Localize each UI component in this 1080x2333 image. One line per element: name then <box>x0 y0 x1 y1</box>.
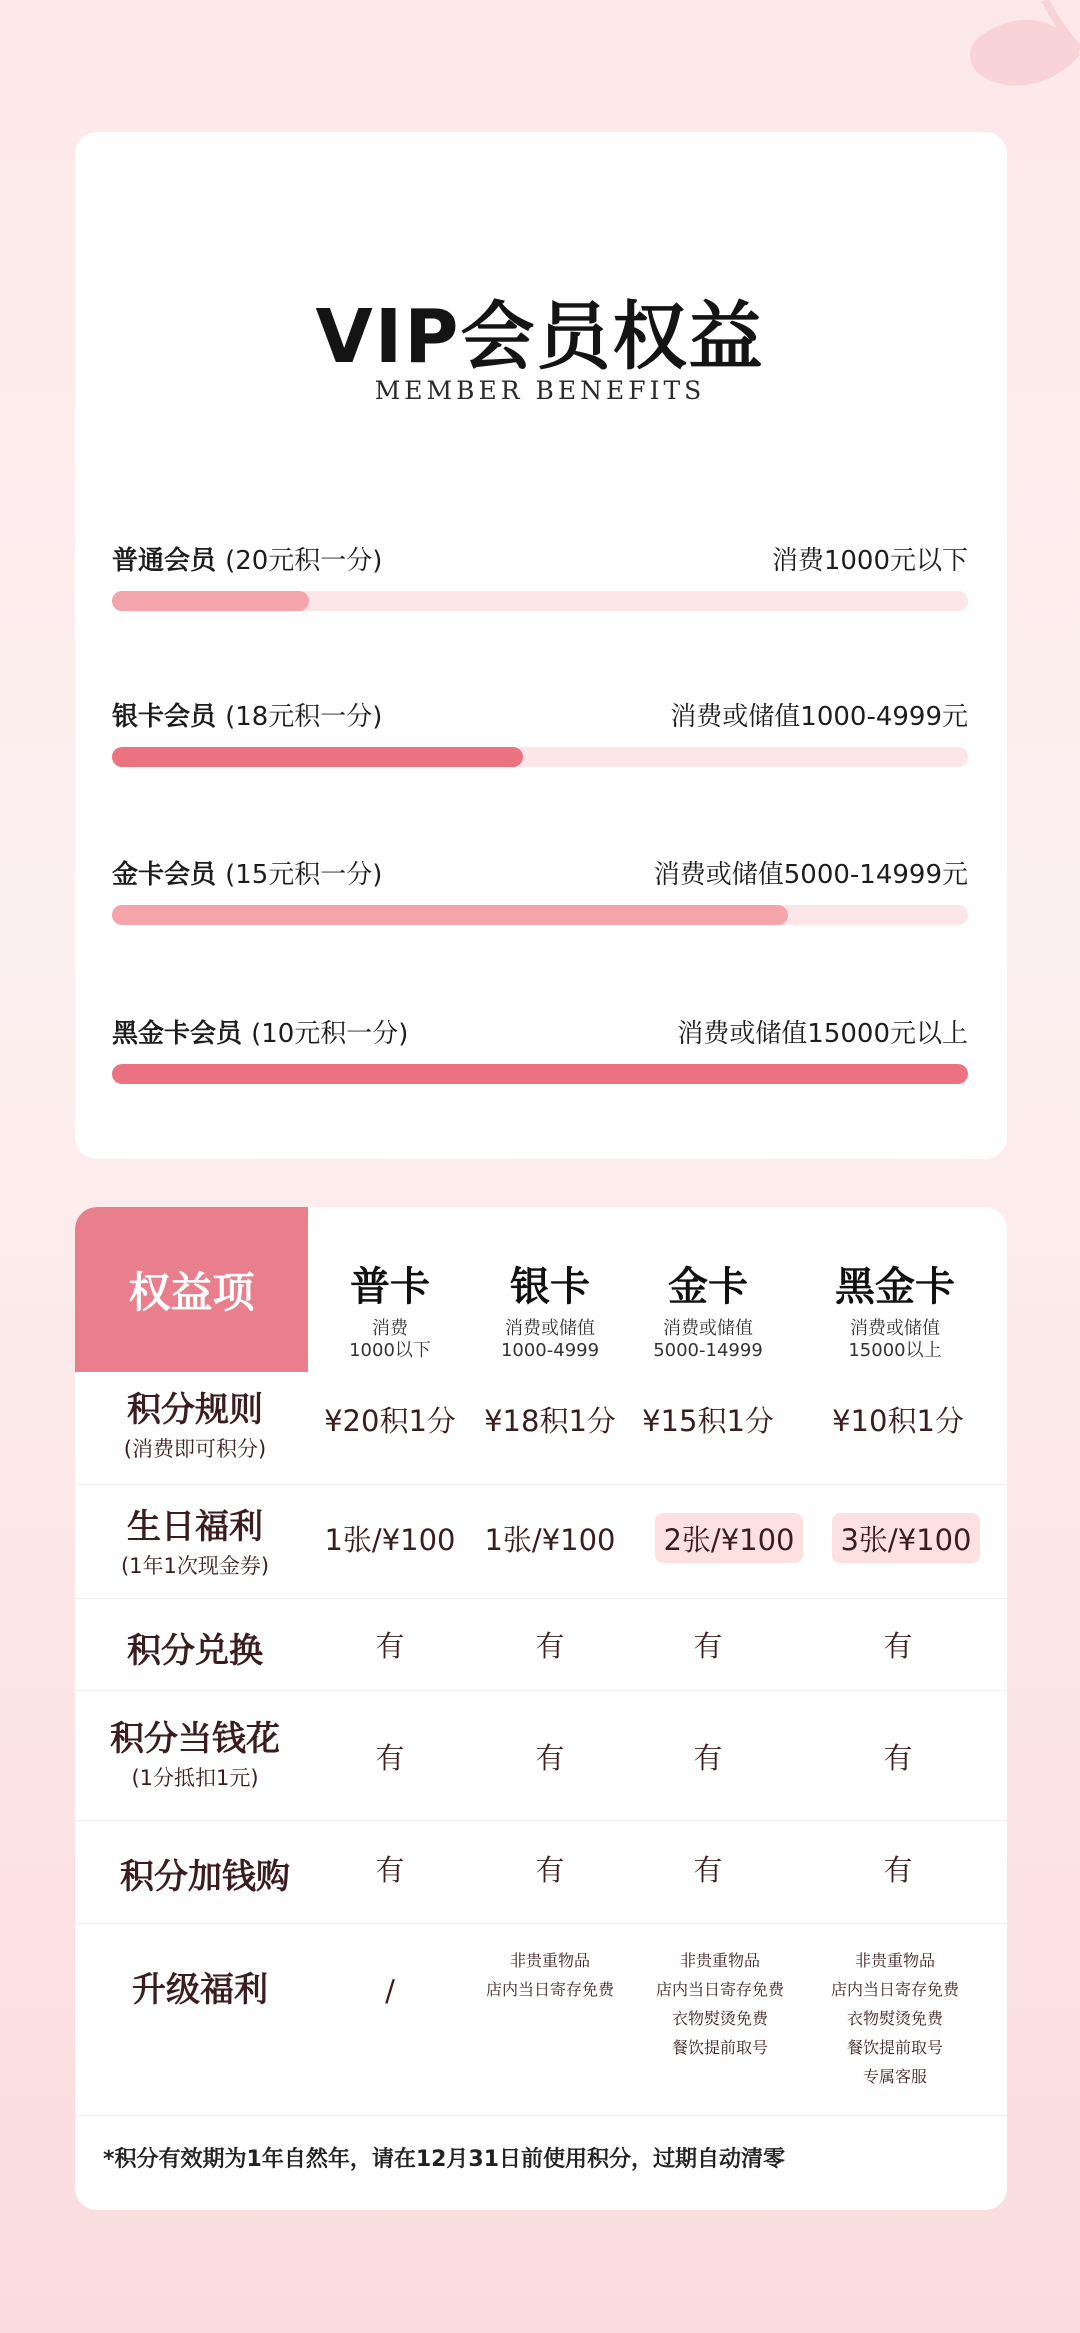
table-cell: 有 <box>375 1852 405 1887</box>
table-row-points-rule: 积分规则 (消费即可积分) ¥20积1分 ¥18积1分 ¥15积1分 ¥10积1分 <box>75 1372 1007 1485</box>
table-cell: ¥15积1分 <box>642 1403 774 1438</box>
table-cell-upgrade-black-gold: 非贵重物品 店内当日寄存免费 衣物熨烫免费 餐饮提前取号 专属客服 <box>830 1951 959 2086</box>
table-cell-upgrade-gold: 非贵重物品 店内当日寄存免费 衣物熨烫免费 餐饮提前取号 <box>655 1951 784 2057</box>
table-row-birthday: 生日福利 (1年1次现金券) 1张/¥100 1张/¥100 2张/¥100 3张/¥100 <box>75 1485 1007 1599</box>
table-cell: 有 <box>535 1628 565 1663</box>
table-cell-upgrade-silver: 非贵重物品 店内当日寄存免费 <box>485 1951 614 1999</box>
footnote: *积分有效期为1年自然年，请在12月31日前使用积分，过期自动清零 <box>103 2147 786 2172</box>
column-header-silver: 银卡 消费或储值 1000-4999 <box>500 1264 600 1361</box>
tier-name: 银卡会员 (18元积一分) <box>112 702 383 732</box>
table-row-points-as-cash: 积分当钱花 (1分抵扣1元) 有 有 有 有 <box>75 1691 1007 1821</box>
table-cell: 有 <box>883 1740 913 1775</box>
table-cell: 1张/¥100 <box>484 1522 616 1557</box>
table-corner-header: 权益项 <box>75 1207 308 1372</box>
tier-normal <box>112 540 968 611</box>
table-cell: ¥10积1分 <box>832 1403 964 1438</box>
table-row-points-exchange: 积分兑换 有 有 有 有 <box>75 1599 1007 1691</box>
table-cell: 有 <box>883 1628 913 1663</box>
tier-progress-bar <box>112 905 968 925</box>
table-cell: 有 <box>693 1740 723 1775</box>
column-header-normal: 普卡 消费 1000以下 <box>349 1264 431 1361</box>
table-cell: 有 <box>693 1628 723 1663</box>
page-subtitle: MEMBER BENEFITS <box>374 376 706 405</box>
tier-name: 金卡会员 (15元积一分) <box>112 860 383 890</box>
table-cell: 有 <box>883 1852 913 1887</box>
table-cell: 1张/¥100 <box>324 1522 456 1557</box>
table-cell: 有 <box>375 1628 405 1663</box>
tier-name: 黑金卡会员 (10元积一分) <box>112 1019 409 1049</box>
tier-name: 普通会员 (20元积一分) <box>112 546 383 576</box>
tier-black-gold <box>112 1013 968 1084</box>
table-cell: ¥20积1分 <box>324 1403 456 1438</box>
benefits-table <box>75 1207 1007 2210</box>
table-row-points-plus-cash: 积分加钱购 有 有 有 有 <box>75 1821 1007 1924</box>
table-row-upgrade: 升级福利 / 非贵重物品 店内当日寄存免费 非贵重物品 店内当日寄存免费 衣物熨烫免费 餐饮提前取号 非贵重物品 店内当日寄存免费 衣物熨烫免费 餐饮提前取号 专属客服 <box>75 1924 1007 2116</box>
tier-progress-bar <box>112 1064 968 1084</box>
table-cell: 有 <box>693 1852 723 1887</box>
table-cell: / <box>385 1974 395 2008</box>
column-header-black-gold: 黑金卡 消费或储值 15000以上 <box>835 1264 955 1361</box>
table-cell-highlight: 3张/¥100 <box>832 1513 980 1563</box>
tier-range: 消费或储值15000元以上 <box>677 1019 968 1049</box>
tier-range: 消费或储值5000-14999元 <box>653 860 968 890</box>
tier-progress-bar <box>112 591 968 611</box>
table-cell: 有 <box>535 1740 565 1775</box>
tier-gold <box>112 854 968 925</box>
tier-range: 消费或储值1000-4999元 <box>670 702 968 732</box>
table-cell: 有 <box>375 1740 405 1775</box>
table-cell: 有 <box>535 1852 565 1887</box>
tier-progress-bar <box>112 747 968 767</box>
table-cell: ¥18积1分 <box>484 1403 616 1438</box>
tier-range: 消费1000元以下 <box>771 546 968 576</box>
column-header-gold: 金卡 消费或储值 5000-14999 <box>653 1264 763 1361</box>
tier-silver <box>112 696 968 767</box>
page-title: VIP会员权益 <box>315 294 765 380</box>
table-cell-highlight: 2张/¥100 <box>655 1513 803 1563</box>
